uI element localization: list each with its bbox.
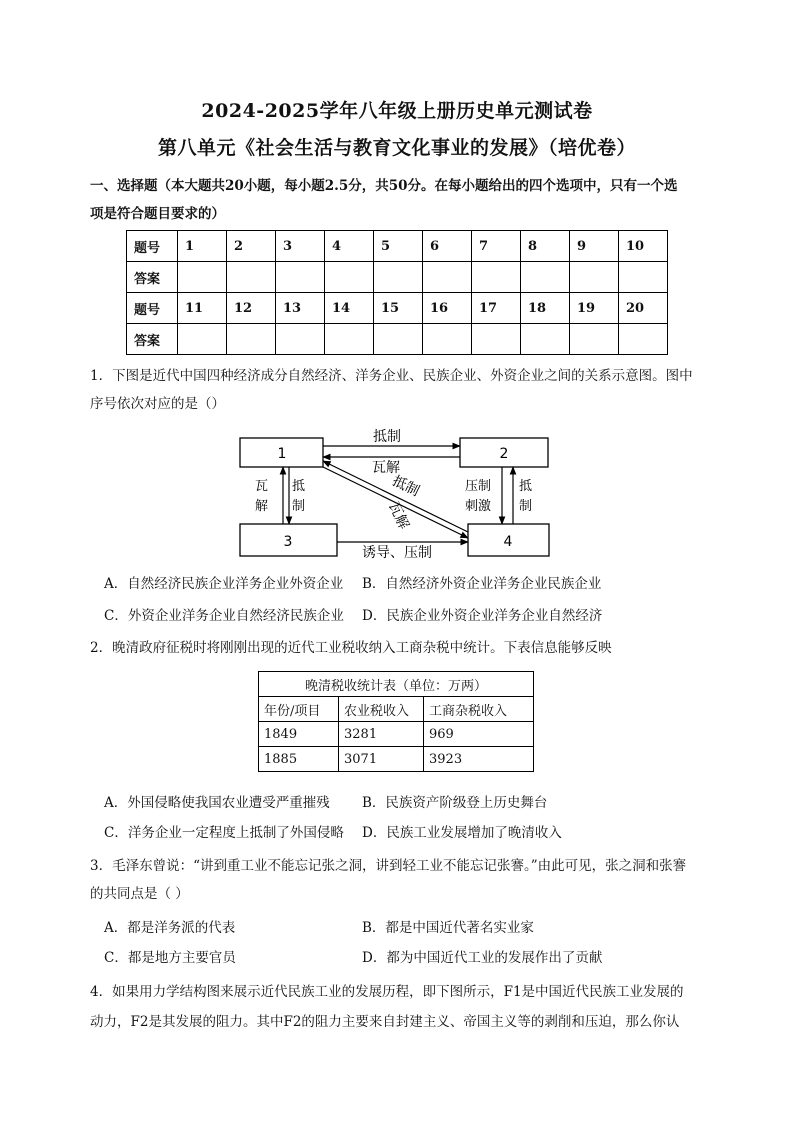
diag-upper-label: 抵制 xyxy=(389,473,422,500)
answer-label: 答案 xyxy=(127,262,178,293)
q3-option-d[interactable]: D．都为中国近代工业的发展作出了贡献 xyxy=(362,950,603,966)
table-header-cell: 工商杂税收入 xyxy=(424,697,534,722)
question-number: 8 xyxy=(521,231,570,262)
q3-option-c[interactable]: C．都是地方主要官员 xyxy=(104,950,236,966)
answer-cell[interactable] xyxy=(374,324,423,355)
right-label-a-2: 刺激 xyxy=(465,499,492,514)
question-number: 13 xyxy=(276,293,325,324)
q4-stem-line2: 动力，F2是其发展的阻力。其中F2的阻力主要来自封建主义、帝国主义等的剥削和压迫，那么你认 xyxy=(90,1014,680,1030)
box-1-label: 1 xyxy=(277,446,287,462)
answer-label: 答案 xyxy=(127,324,178,355)
q3-option-a[interactable]: A．都是洋务派的代表 xyxy=(104,920,236,936)
question-number: 5 xyxy=(374,231,423,262)
exam-subtitle: 第八单元《社会生活与教育文化事业的发展》（培优卷） xyxy=(157,137,636,159)
table-row xyxy=(259,747,534,772)
q3-option-b[interactable]: B．都是中国近代著名实业家 xyxy=(362,920,534,936)
number-label: 题号 xyxy=(127,231,178,262)
diag-lower-label: 瓦解 xyxy=(385,499,412,532)
left-label-a-2: 解 xyxy=(255,499,269,514)
tax-table xyxy=(258,671,534,772)
question-number: 11 xyxy=(178,293,227,324)
q3-stem-line2: 的共同点是（ ） xyxy=(90,886,189,902)
left-label-a-1: 瓦 xyxy=(255,479,269,494)
number-label: 题号 xyxy=(127,293,178,324)
q1-stem-line1: 1．下图是近代中国四种经济成分自然经济、洋务企业、民族企业、外资企业之间的关系示意图。图中 xyxy=(90,368,693,384)
question-number: 4 xyxy=(325,231,374,262)
question-number: 2 xyxy=(227,231,276,262)
answer-cell[interactable] xyxy=(570,324,619,355)
answer-cell[interactable] xyxy=(227,324,276,355)
q2-option-a[interactable]: A．外国侵略使我国农业遭受严重摧残 xyxy=(104,795,330,811)
answer-cell[interactable] xyxy=(521,262,570,293)
question-number: 15 xyxy=(374,293,423,324)
answer-cell[interactable] xyxy=(423,262,472,293)
exam-title: 2024-2025学年八年级上册历史单元测试卷 xyxy=(201,100,593,122)
answer-cell[interactable] xyxy=(472,262,521,293)
question-number: 9 xyxy=(570,231,619,262)
answer-cell[interactable] xyxy=(374,262,423,293)
table-row xyxy=(127,324,668,355)
question-number: 12 xyxy=(227,293,276,324)
right-label-b xyxy=(519,478,536,514)
q2-option-c[interactable]: C．洋务企业一定程度上抵制了外国侵略 xyxy=(104,825,344,841)
question-number: 16 xyxy=(423,293,472,324)
section-instruction-line2: 项是符合题目要求的） xyxy=(90,206,225,222)
q1-option-c[interactable]: C．外资企业洋务企业自然经济民族企业 xyxy=(104,608,344,624)
q1-option-d[interactable]: D．民族企业外资企业洋务企业自然经济 xyxy=(362,608,603,624)
question-number: 14 xyxy=(325,293,374,324)
question-number: 20 xyxy=(619,293,668,324)
left-label-b-2: 制 xyxy=(292,499,306,514)
bottom-label: 诱导、压制 xyxy=(362,545,432,560)
answer-cell[interactable] xyxy=(325,262,374,293)
right-label-a xyxy=(465,478,495,514)
box-4-label: 4 xyxy=(503,534,513,550)
left-label-b xyxy=(292,478,309,514)
table-cell: 1849 xyxy=(259,722,339,747)
table-cell: 969 xyxy=(424,722,534,747)
q1-option-b[interactable]: B．自然经济外资企业洋务企业民族企业 xyxy=(362,576,602,592)
answer-cell[interactable] xyxy=(325,324,374,355)
answer-cell[interactable] xyxy=(178,262,227,293)
answer-cell[interactable] xyxy=(178,324,227,355)
q1-stem-line2: 序号依次对应的是（） xyxy=(90,396,225,412)
right-label-b-2: 制 xyxy=(519,499,533,514)
answer-cell[interactable] xyxy=(276,324,325,355)
question-number: 1 xyxy=(178,231,227,262)
section-instruction-line1: 一、选择题（本大题共20小题，每小题2.5分，共50分。在每小题给出的四个选项中，只有一个选 xyxy=(90,178,678,194)
table-row xyxy=(127,293,668,324)
table-row xyxy=(127,262,668,293)
answer-cell[interactable] xyxy=(619,324,668,355)
question-number: 19 xyxy=(570,293,619,324)
mid-label: 瓦解 xyxy=(372,460,400,476)
table-cell: 3281 xyxy=(339,722,424,747)
answer-cell[interactable] xyxy=(521,324,570,355)
box-2-label: 2 xyxy=(499,446,509,462)
q3-stem-line1: 3．毛泽东曾说：“讲到重工业不能忘记张之洞，讲到轻工业不能忘记张謇。”由此可见，张之洞和张謇 xyxy=(90,858,687,874)
q2-stem-line1: 2．晚清政府征税时将刚刚出现的近代工业税收纳入工商杂税中统计。下表信息能够反映 xyxy=(90,640,612,656)
table-row xyxy=(127,231,668,262)
tax-table-caption: 晚清税收统计表（单位：万两） xyxy=(259,672,534,697)
table-cell: 3923 xyxy=(424,747,534,772)
table-cell: 1885 xyxy=(259,747,339,772)
right-label-b-1: 抵 xyxy=(519,479,533,494)
question-number: 18 xyxy=(521,293,570,324)
question-number: 3 xyxy=(276,231,325,262)
left-label-b-1: 抵 xyxy=(292,479,306,494)
box-3-label: 3 xyxy=(283,534,293,550)
answer-cell[interactable] xyxy=(570,262,619,293)
economy-relation-diagram xyxy=(232,424,562,560)
top-arrow-label: 抵制 xyxy=(373,429,401,445)
q2-option-d[interactable]: D．民族工业发展增加了晚清收入 xyxy=(362,825,562,841)
right-label-a-1: 压制 xyxy=(465,479,492,494)
q2-option-b[interactable]: B．民族资产阶级登上历史舞台 xyxy=(362,795,548,811)
question-number: 10 xyxy=(619,231,668,262)
answer-cell[interactable] xyxy=(472,324,521,355)
answer-cell[interactable] xyxy=(619,262,668,293)
question-number: 7 xyxy=(472,231,521,262)
table-header-cell: 农业税收入 xyxy=(339,697,424,722)
table-row xyxy=(259,697,534,722)
left-label-a xyxy=(255,479,272,514)
answer-grid xyxy=(126,230,668,355)
answer-cell[interactable] xyxy=(227,262,276,293)
question-number: 17 xyxy=(472,293,521,324)
table-row xyxy=(259,672,534,697)
table-header-cell: 年份/项目 xyxy=(259,697,339,722)
question-number: 6 xyxy=(423,231,472,262)
answer-cell[interactable] xyxy=(276,262,325,293)
q1-option-a[interactable]: A．自然经济民族企业洋务企业外资企业 xyxy=(104,576,344,592)
q4-stem-line1: 4．如果用力学结构图来展示近代民族工业的发展历程，即下图所示，F1是中国近代民族工业发展的 xyxy=(90,984,684,1000)
answer-cell[interactable] xyxy=(423,324,472,355)
table-row xyxy=(259,722,534,747)
table-cell: 3071 xyxy=(339,747,424,772)
